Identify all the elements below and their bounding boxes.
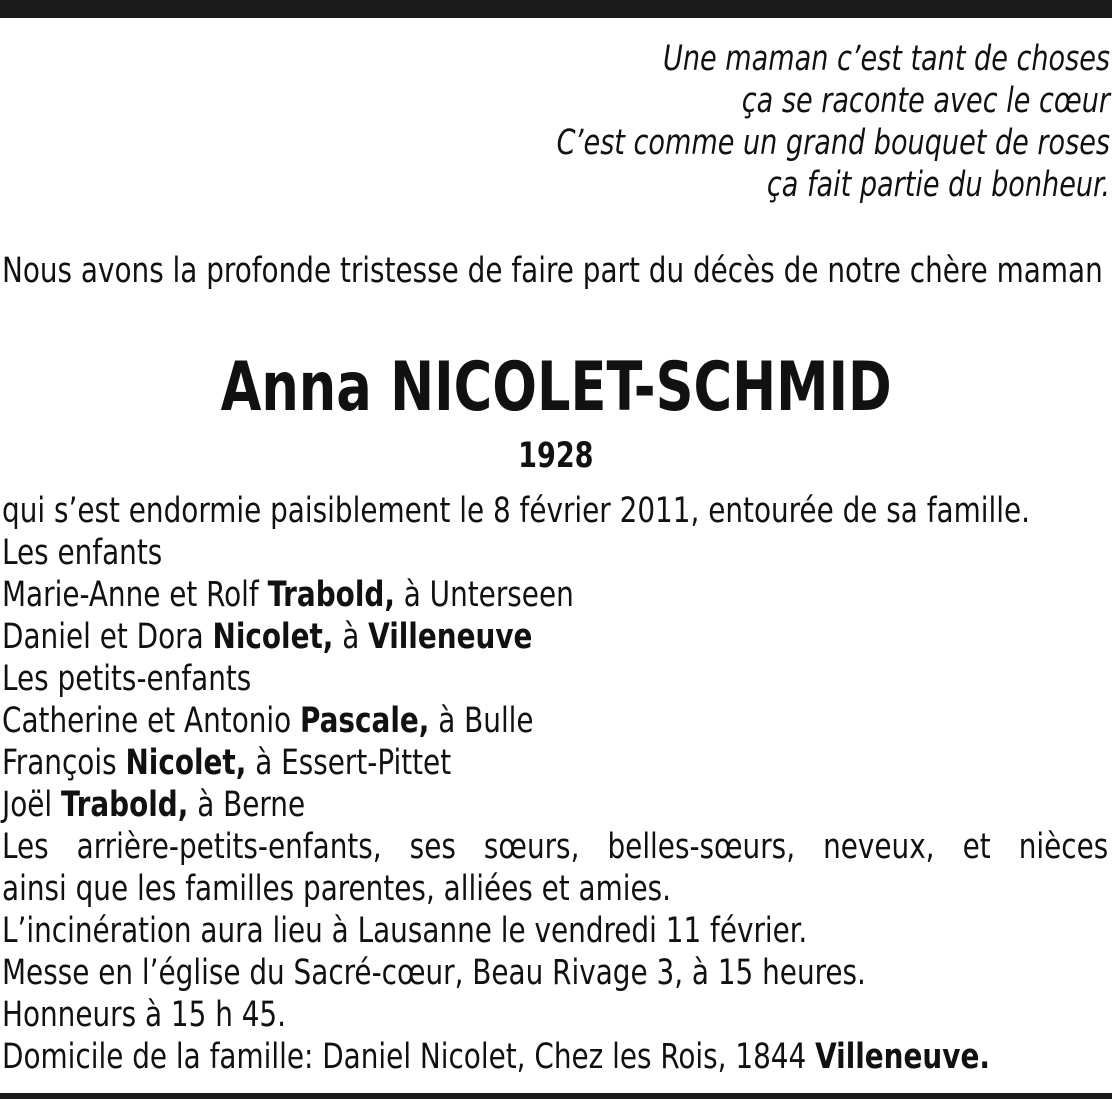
- grandchild-3-place: à Berne: [188, 785, 306, 825]
- announcement-body: [2, 490, 1108, 1078]
- mass-line: Messe en l’église du Sacré-cœur, Beau Rivage 3, à 15 heures.: [2, 953, 866, 993]
- child-2-place: Villeneuve: [368, 617, 533, 657]
- grandchild-1: [2, 700, 1108, 742]
- grandchild-1-given: Catherine et Antonio: [2, 701, 301, 741]
- child-2-surname: Nicolet,: [212, 617, 334, 657]
- deceased-name: Anna NICOLET-SCHMID: [220, 348, 892, 427]
- grandchild-1-surname: Pascale,: [300, 701, 430, 741]
- deceased-year-block: [0, 435, 1112, 477]
- bottom-rule: [0, 1093, 1112, 1099]
- poem-line-3: C’est comme un grand bouquet de roses: [556, 123, 1110, 163]
- child-1-place: à Unterseen: [394, 575, 574, 615]
- domicile-place: Villeneuve.: [815, 1037, 990, 1077]
- deceased-name-block: [0, 348, 1112, 428]
- grandchild-2-place: à Essert-Pittet: [246, 743, 452, 783]
- cremation-line: L’incinération aura lieu à Lausanne le vendredi 11 février.: [2, 911, 808, 951]
- grandchildren-heading: Les petits-enfants: [2, 659, 252, 699]
- child-2-given: Daniel et Dora: [2, 617, 213, 657]
- death-line: qui s’est endormie paisiblement le 8 février 2011, entourée de sa famille.: [2, 491, 1030, 531]
- grandchild-3-given: Joël: [2, 785, 62, 825]
- child-2: [2, 616, 1108, 658]
- grandchild-1-place: à Bulle: [429, 701, 534, 741]
- grandchild-3: [2, 784, 1108, 826]
- relatives-line-2: ainsi que les familles parentes, alliées et amies.: [2, 869, 672, 909]
- child-1-given: Marie-Anne et Rolf: [2, 575, 268, 615]
- top-rule: [0, 0, 1112, 18]
- grandchild-3-surname: Trabold,: [61, 785, 189, 825]
- grandchild-2: [2, 742, 1108, 784]
- grandchild-2-surname: Nicolet,: [125, 743, 247, 783]
- poem: [336, 38, 1110, 206]
- domicile-text: Domicile de la famille: Daniel Nicolet, Chez les Rois, 1844: [2, 1037, 816, 1077]
- poem-line-4: ça fait partie du bonheur.: [766, 165, 1110, 205]
- relatives-line-1: Les arrière-petits-enfants, ses sœurs, belles-sœurs, neveux, et nièces: [2, 827, 1109, 867]
- child-2-prep: à: [333, 617, 369, 657]
- deceased-year: 1928: [518, 436, 594, 476]
- poem-line-1: Une maman c’est tant de choses: [663, 39, 1110, 79]
- children-heading: Les enfants: [2, 533, 163, 573]
- child-1-surname: Trabold,: [267, 575, 395, 615]
- domicile-line: [2, 1036, 1108, 1078]
- intro-text: Nous avons la profonde tristesse de faire part du décès de notre chère maman: [2, 251, 1103, 291]
- child-1: [2, 574, 1108, 616]
- poem-line-2: ça se raconte avec le cœur: [741, 81, 1110, 121]
- grandchild-2-given: François: [2, 743, 126, 783]
- honours-line: Honneurs à 15 h 45.: [2, 995, 287, 1035]
